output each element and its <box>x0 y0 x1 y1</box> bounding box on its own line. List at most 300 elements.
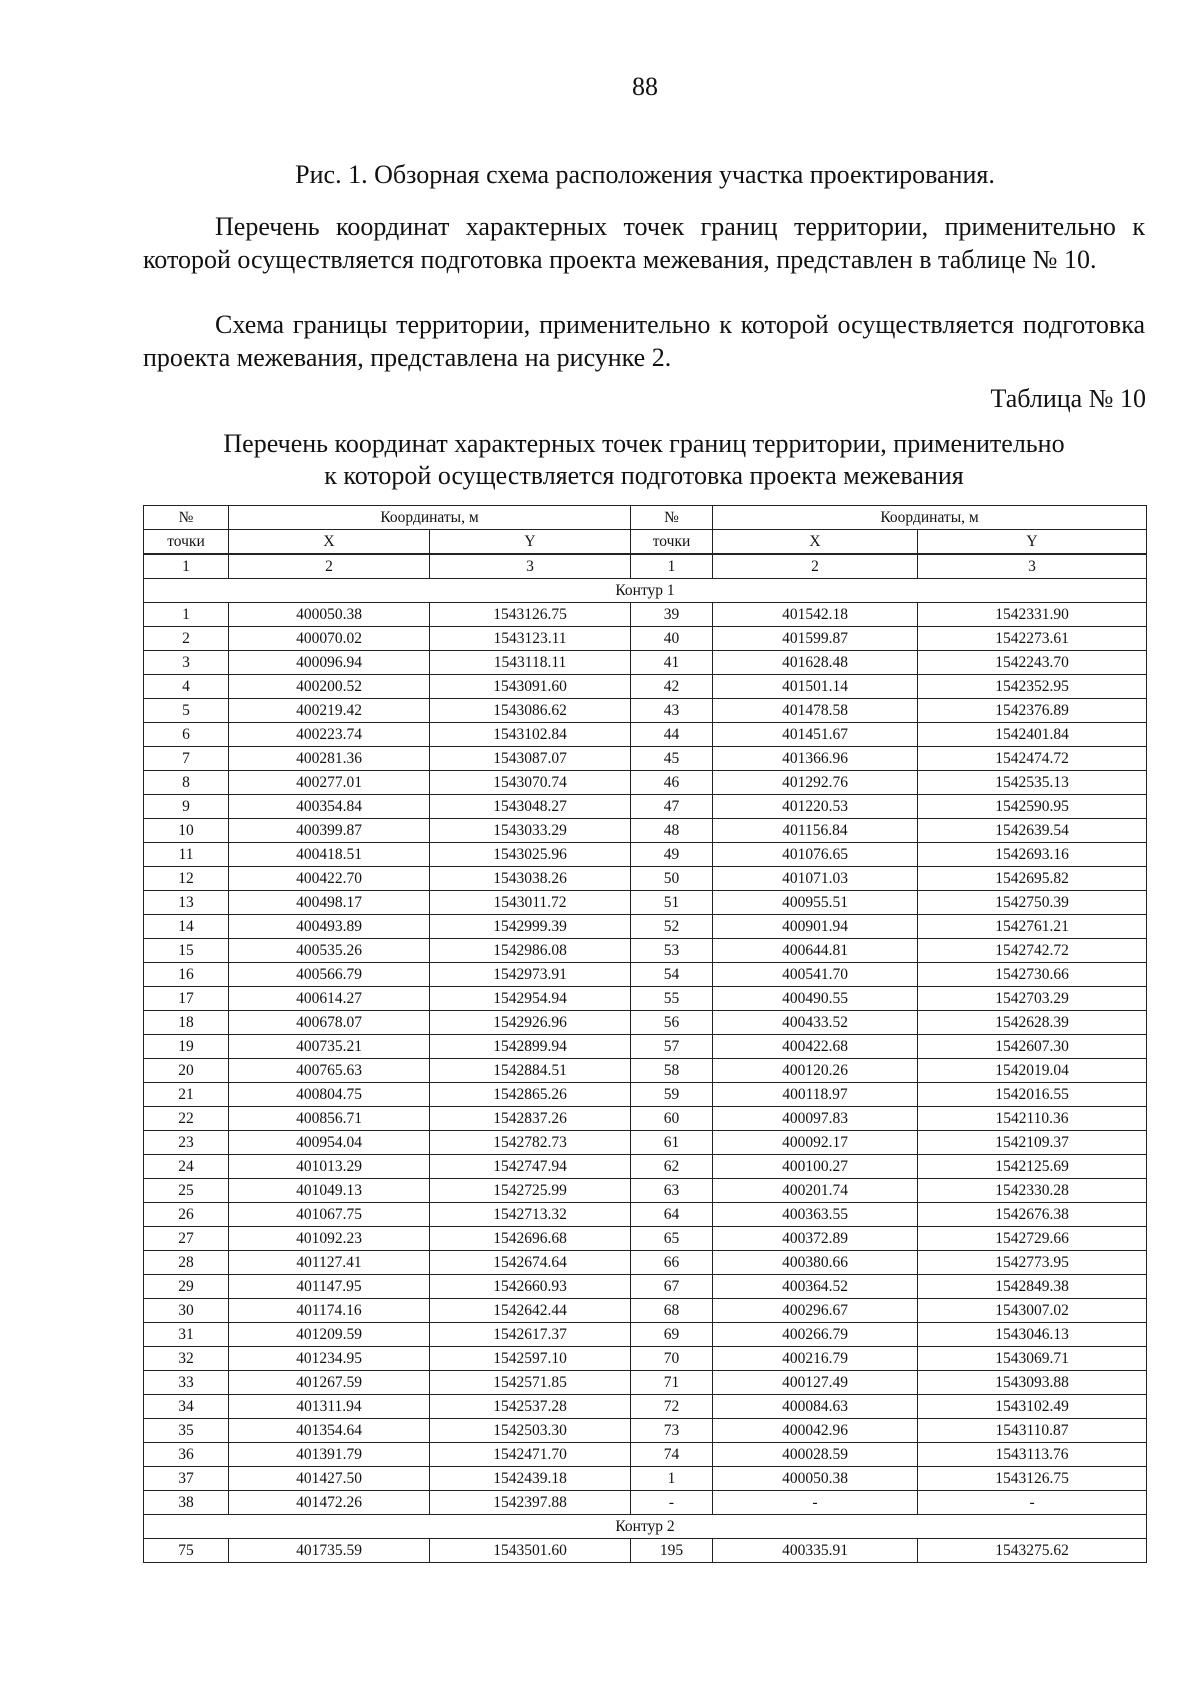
point-number: 14 <box>144 915 229 939</box>
y-coordinate: 1543102.84 <box>430 723 631 747</box>
point-number: 49 <box>631 843 713 867</box>
point-number: 72 <box>631 1395 713 1419</box>
point-number: 32 <box>144 1347 229 1371</box>
header-coordinates: Координаты, м <box>713 506 1147 530</box>
point-number: 5 <box>144 699 229 723</box>
table-row <box>144 867 1147 891</box>
header-y: Y <box>918 530 1147 555</box>
y-coordinate: 1543070.74 <box>430 771 631 795</box>
y-coordinate: 1542125.69 <box>918 1155 1147 1179</box>
x-coordinate: 400266.79 <box>713 1323 918 1347</box>
coordinates-table <box>143 505 1147 1563</box>
paragraph-table-reference: Перечень координат характерных точек границ территории, применительно к которой осуществляется подготовка проекта межевания, представлен в таблице № 10. <box>143 212 1145 274</box>
y-coordinate: 1542607.30 <box>918 1035 1147 1059</box>
table-row <box>144 723 1147 747</box>
x-coordinate: - <box>713 1491 918 1515</box>
paragraph-figure-reference: Схема границы территории, применительно к которой осуществляется подготовка проекта межевания, представлена на рисунке 2. <box>143 310 1145 372</box>
y-coordinate: 1542642.44 <box>430 1299 631 1323</box>
point-number: 73 <box>631 1419 713 1443</box>
point-number: 12 <box>144 867 229 891</box>
point-number: 60 <box>631 1107 713 1131</box>
y-coordinate: 1542243.70 <box>918 651 1147 675</box>
y-coordinate: 1542628.39 <box>918 1011 1147 1035</box>
x-coordinate: 400418.51 <box>229 843 430 867</box>
y-coordinate: 1542376.89 <box>918 699 1147 723</box>
column-number: 3 <box>430 554 631 579</box>
x-coordinate: 401076.65 <box>713 843 918 867</box>
y-coordinate: 1542899.94 <box>430 1035 631 1059</box>
x-coordinate: 400644.81 <box>713 939 918 963</box>
table-row <box>144 1011 1147 1035</box>
table-row <box>144 1131 1147 1155</box>
x-coordinate: 400335.91 <box>713 1539 918 1563</box>
point-number: 7 <box>144 747 229 771</box>
x-coordinate: 401391.79 <box>229 1443 430 1467</box>
x-coordinate: 401067.75 <box>229 1203 430 1227</box>
point-number: 37 <box>144 1467 229 1491</box>
x-coordinate: 400490.55 <box>713 987 918 1011</box>
point-number: 45 <box>631 747 713 771</box>
y-coordinate: 1542713.32 <box>430 1203 631 1227</box>
point-number: 58 <box>631 1059 713 1083</box>
x-coordinate: 400281.36 <box>229 747 430 771</box>
point-number: 51 <box>631 891 713 915</box>
x-coordinate: 400535.26 <box>229 939 430 963</box>
x-coordinate: 400100.27 <box>713 1155 918 1179</box>
x-coordinate: 401174.16 <box>229 1299 430 1323</box>
table-row <box>144 1491 1147 1515</box>
y-coordinate: 1542696.68 <box>430 1227 631 1251</box>
point-number: 48 <box>631 819 713 843</box>
column-number: 2 <box>713 554 918 579</box>
x-coordinate: 401049.13 <box>229 1179 430 1203</box>
point-number: 6 <box>144 723 229 747</box>
x-coordinate: 400380.66 <box>713 1251 918 1275</box>
x-coordinate: 400200.52 <box>229 675 430 699</box>
y-coordinate: 1543123.11 <box>430 627 631 651</box>
y-coordinate: 1542617.37 <box>430 1323 631 1347</box>
point-number: 36 <box>144 1443 229 1467</box>
x-coordinate: 401220.53 <box>713 795 918 819</box>
x-coordinate: 400422.68 <box>713 1035 918 1059</box>
point-number: 23 <box>144 1131 229 1155</box>
y-coordinate: 1543501.60 <box>430 1539 631 1563</box>
y-coordinate: 1543011.72 <box>430 891 631 915</box>
x-coordinate: 401628.48 <box>713 651 918 675</box>
x-coordinate: 400127.49 <box>713 1371 918 1395</box>
point-number: 52 <box>631 915 713 939</box>
table-row <box>144 1251 1147 1275</box>
point-number: 1 <box>144 603 229 627</box>
point-number: 59 <box>631 1083 713 1107</box>
x-coordinate: 400223.74 <box>229 723 430 747</box>
point-number: 46 <box>631 771 713 795</box>
x-coordinate: 400955.51 <box>713 891 918 915</box>
point-number: 30 <box>144 1299 229 1323</box>
table-row <box>144 1083 1147 1107</box>
point-number: 69 <box>631 1323 713 1347</box>
point-number: 18 <box>144 1011 229 1035</box>
x-coordinate: 401599.87 <box>713 627 918 651</box>
point-number: 42 <box>631 675 713 699</box>
point-number: 9 <box>144 795 229 819</box>
table-row <box>144 603 1147 627</box>
point-number: 27 <box>144 1227 229 1251</box>
contour-row <box>144 1515 1147 1539</box>
x-coordinate: 400498.17 <box>229 891 430 915</box>
y-coordinate: - <box>918 1491 1147 1515</box>
contour-title: Контур 2 <box>144 1515 1147 1539</box>
table-row <box>144 1035 1147 1059</box>
x-coordinate: 400364.52 <box>713 1275 918 1299</box>
y-coordinate: 1542439.18 <box>430 1467 631 1491</box>
table-row <box>144 699 1147 723</box>
table-title-line: Перечень координат характерных точек границ территории, применительно <box>223 429 1065 458</box>
table-title <box>143 428 1145 492</box>
table-row <box>144 843 1147 867</box>
x-coordinate: 400804.75 <box>229 1083 430 1107</box>
x-coordinate: 401427.50 <box>229 1467 430 1491</box>
table-row <box>144 1299 1147 1323</box>
page-number: 88 <box>632 72 658 101</box>
y-coordinate: 1542639.54 <box>918 819 1147 843</box>
table-row <box>144 627 1147 651</box>
table-row <box>144 675 1147 699</box>
y-coordinate: 1542401.84 <box>918 723 1147 747</box>
x-coordinate: 400028.59 <box>713 1443 918 1467</box>
y-coordinate: 1543025.96 <box>430 843 631 867</box>
x-coordinate: 400070.02 <box>229 627 430 651</box>
y-coordinate: 1542109.37 <box>918 1131 1147 1155</box>
y-coordinate: 1543069.71 <box>918 1347 1147 1371</box>
y-coordinate: 1542729.66 <box>918 1227 1147 1251</box>
y-coordinate: 1542019.04 <box>918 1059 1147 1083</box>
x-coordinate: 401542.18 <box>713 603 918 627</box>
x-coordinate: 400042.96 <box>713 1419 918 1443</box>
x-coordinate: 400541.70 <box>713 963 918 987</box>
x-coordinate: 400354.84 <box>229 795 430 819</box>
point-number: 29 <box>144 1275 229 1299</box>
y-coordinate: 1542849.38 <box>918 1275 1147 1299</box>
point-number: 54 <box>631 963 713 987</box>
x-coordinate: 400096.94 <box>229 651 430 675</box>
point-number: 40 <box>631 627 713 651</box>
x-coordinate: 401156.84 <box>713 819 918 843</box>
table-row <box>144 1539 1147 1563</box>
table-row <box>144 1443 1147 1467</box>
x-coordinate: 400678.07 <box>229 1011 430 1035</box>
y-coordinate: 1543086.62 <box>430 699 631 723</box>
y-coordinate: 1543275.62 <box>918 1539 1147 1563</box>
x-coordinate: 400277.01 <box>229 771 430 795</box>
y-coordinate: 1542747.94 <box>430 1155 631 1179</box>
x-coordinate: 400097.83 <box>713 1107 918 1131</box>
point-number: 3 <box>144 651 229 675</box>
y-coordinate: 1543113.76 <box>918 1443 1147 1467</box>
x-coordinate: 401071.03 <box>713 867 918 891</box>
y-coordinate: 1542926.96 <box>430 1011 631 1035</box>
point-number: 13 <box>144 891 229 915</box>
point-number: 195 <box>631 1539 713 1563</box>
point-number: 50 <box>631 867 713 891</box>
table-row <box>144 1347 1147 1371</box>
y-coordinate: 1542273.61 <box>918 627 1147 651</box>
point-number: 2 <box>144 627 229 651</box>
y-coordinate: 1542999.39 <box>430 915 631 939</box>
point-number: 53 <box>631 939 713 963</box>
x-coordinate: 401735.59 <box>229 1539 430 1563</box>
y-coordinate: 1542397.88 <box>430 1491 631 1515</box>
y-coordinate: 1542597.10 <box>430 1347 631 1371</box>
table-row <box>144 1323 1147 1347</box>
column-number: 3 <box>918 554 1147 579</box>
y-coordinate: 1542016.55 <box>918 1083 1147 1107</box>
table-body <box>144 579 1147 1563</box>
point-number: 56 <box>631 1011 713 1035</box>
table-row <box>144 1059 1147 1083</box>
x-coordinate: 401366.96 <box>713 747 918 771</box>
y-coordinate: 1542471.70 <box>430 1443 631 1467</box>
x-coordinate: 400050.38 <box>713 1467 918 1491</box>
y-coordinate: 1542474.72 <box>918 747 1147 771</box>
y-coordinate: 1542837.26 <box>430 1107 631 1131</box>
table-row <box>144 795 1147 819</box>
x-coordinate: 401234.95 <box>229 1347 430 1371</box>
table-row <box>144 915 1147 939</box>
y-coordinate: 1542703.29 <box>918 987 1147 1011</box>
x-coordinate: 400372.89 <box>713 1227 918 1251</box>
x-coordinate: 400735.21 <box>229 1035 430 1059</box>
point-number: 47 <box>631 795 713 819</box>
table-row <box>144 1467 1147 1491</box>
table-row <box>144 1275 1147 1299</box>
header-y: Y <box>430 530 631 555</box>
point-number: 62 <box>631 1155 713 1179</box>
point-number: 16 <box>144 963 229 987</box>
point-number: 24 <box>144 1155 229 1179</box>
point-number: 61 <box>631 1131 713 1155</box>
point-number: 26 <box>144 1203 229 1227</box>
table-row <box>144 1227 1147 1251</box>
y-coordinate: 1543110.87 <box>918 1419 1147 1443</box>
table-row <box>144 771 1147 795</box>
point-number: 35 <box>144 1419 229 1443</box>
x-coordinate: 401311.94 <box>229 1395 430 1419</box>
x-coordinate: 401147.95 <box>229 1275 430 1299</box>
point-number: 70 <box>631 1347 713 1371</box>
y-coordinate: 1542590.95 <box>918 795 1147 819</box>
y-coordinate: 1542986.08 <box>430 939 631 963</box>
y-coordinate: 1542954.94 <box>430 987 631 1011</box>
column-number-row <box>144 554 1147 579</box>
point-number: 43 <box>631 699 713 723</box>
point-number: 25 <box>144 1179 229 1203</box>
x-coordinate: 400296.67 <box>713 1299 918 1323</box>
column-number: 2 <box>229 554 430 579</box>
x-coordinate: 400050.38 <box>229 603 430 627</box>
point-number: 17 <box>144 987 229 1011</box>
y-coordinate: 1542742.72 <box>918 939 1147 963</box>
x-coordinate: 400954.04 <box>229 1131 430 1155</box>
y-coordinate: 1542782.73 <box>430 1131 631 1155</box>
table-row <box>144 1395 1147 1419</box>
y-coordinate: 1542750.39 <box>918 891 1147 915</box>
x-coordinate: 401013.29 <box>229 1155 430 1179</box>
y-coordinate: 1542884.51 <box>430 1059 631 1083</box>
x-coordinate: 401127.41 <box>229 1251 430 1275</box>
table-row <box>144 963 1147 987</box>
point-number: 20 <box>144 1059 229 1083</box>
x-coordinate: 400399.87 <box>229 819 430 843</box>
table-row <box>144 1179 1147 1203</box>
y-coordinate: 1542571.85 <box>430 1371 631 1395</box>
header-x: X <box>229 530 430 555</box>
x-coordinate: 400092.17 <box>713 1131 918 1155</box>
point-number: 15 <box>144 939 229 963</box>
y-coordinate: 1543007.02 <box>918 1299 1147 1323</box>
point-number: 31 <box>144 1323 229 1347</box>
y-coordinate: 1542695.82 <box>918 867 1147 891</box>
figure-caption: Рис. 1. Обзорная схема расположения участка проектирования. <box>295 160 995 189</box>
y-coordinate: 1542865.26 <box>430 1083 631 1107</box>
table-label: Таблица № 10 <box>990 384 1146 413</box>
point-number: 21 <box>144 1083 229 1107</box>
x-coordinate: 400363.55 <box>713 1203 918 1227</box>
point-number: 65 <box>631 1227 713 1251</box>
point-number: 1 <box>631 1467 713 1491</box>
y-coordinate: 1542537.28 <box>430 1395 631 1419</box>
table-row <box>144 651 1147 675</box>
point-number: 19 <box>144 1035 229 1059</box>
point-number: 75 <box>144 1539 229 1563</box>
y-coordinate: 1542676.38 <box>918 1203 1147 1227</box>
y-coordinate: 1543048.27 <box>430 795 631 819</box>
y-coordinate: 1542503.30 <box>430 1419 631 1443</box>
y-coordinate: 1542674.64 <box>430 1251 631 1275</box>
point-number: 11 <box>144 843 229 867</box>
x-coordinate: 401292.76 <box>713 771 918 795</box>
table-title-line: к которой осуществляется подготовка проекта межевания <box>324 461 964 490</box>
table-row <box>144 1419 1147 1443</box>
x-coordinate: 400493.89 <box>229 915 430 939</box>
y-coordinate: 1542773.95 <box>918 1251 1147 1275</box>
header-coordinates: Координаты, м <box>229 506 631 530</box>
point-number: 64 <box>631 1203 713 1227</box>
x-coordinate: 400614.27 <box>229 987 430 1011</box>
header-x: X <box>713 530 918 555</box>
table-row <box>144 819 1147 843</box>
y-coordinate: 1543091.60 <box>430 675 631 699</box>
table-row <box>144 1203 1147 1227</box>
x-coordinate: 401354.64 <box>229 1419 430 1443</box>
column-number: 1 <box>631 554 713 579</box>
header-row <box>144 530 1147 555</box>
point-number: 34 <box>144 1395 229 1419</box>
y-coordinate: 1542331.90 <box>918 603 1147 627</box>
point-number: 28 <box>144 1251 229 1275</box>
x-coordinate: 400765.63 <box>229 1059 430 1083</box>
point-number: 71 <box>631 1371 713 1395</box>
point-number: 57 <box>631 1035 713 1059</box>
y-coordinate: 1542725.99 <box>430 1179 631 1203</box>
x-coordinate: 401501.14 <box>713 675 918 699</box>
point-number: 55 <box>631 987 713 1011</box>
x-coordinate: 400219.42 <box>229 699 430 723</box>
y-coordinate: 1542693.16 <box>918 843 1147 867</box>
y-coordinate: 1543093.88 <box>918 1371 1147 1395</box>
x-coordinate: 400566.79 <box>229 963 430 987</box>
x-coordinate: 401451.67 <box>713 723 918 747</box>
x-coordinate: 401209.59 <box>229 1323 430 1347</box>
header-point-number: № <box>631 506 713 530</box>
table-row <box>144 987 1147 1011</box>
y-coordinate: 1543102.49 <box>918 1395 1147 1419</box>
y-coordinate: 1543046.13 <box>918 1323 1147 1347</box>
point-number: 68 <box>631 1299 713 1323</box>
header-row <box>144 506 1147 530</box>
x-coordinate: 401478.58 <box>713 699 918 723</box>
y-coordinate: 1543126.75 <box>430 603 631 627</box>
x-coordinate: 400084.63 <box>713 1395 918 1419</box>
contour-row <box>144 579 1147 603</box>
point-number: 4 <box>144 675 229 699</box>
y-coordinate: 1543087.07 <box>430 747 631 771</box>
y-coordinate: 1542110.36 <box>918 1107 1147 1131</box>
point-number: 63 <box>631 1179 713 1203</box>
x-coordinate: 401472.26 <box>229 1491 430 1515</box>
x-coordinate: 400216.79 <box>713 1347 918 1371</box>
point-number: 22 <box>144 1107 229 1131</box>
point-number: 8 <box>144 771 229 795</box>
point-number: 10 <box>144 819 229 843</box>
x-coordinate: 400901.94 <box>713 915 918 939</box>
x-coordinate: 400856.71 <box>229 1107 430 1131</box>
y-coordinate: 1542535.13 <box>918 771 1147 795</box>
contour-title: Контур 1 <box>144 579 1147 603</box>
header-point-number: № <box>144 506 229 530</box>
y-coordinate: 1542761.21 <box>918 915 1147 939</box>
header-point-label: точки <box>144 530 229 555</box>
y-coordinate: 1542352.95 <box>918 675 1147 699</box>
x-coordinate: 400433.52 <box>713 1011 918 1035</box>
point-number: 33 <box>144 1371 229 1395</box>
x-coordinate: 400120.26 <box>713 1059 918 1083</box>
point-number: 39 <box>631 603 713 627</box>
y-coordinate: 1543033.29 <box>430 819 631 843</box>
point-number: 74 <box>631 1443 713 1467</box>
y-coordinate: 1543118.11 <box>430 651 631 675</box>
table-row <box>144 939 1147 963</box>
table-row <box>144 1155 1147 1179</box>
table-row <box>144 1371 1147 1395</box>
y-coordinate: 1543126.75 <box>918 1467 1147 1491</box>
point-number: 66 <box>631 1251 713 1275</box>
x-coordinate: 400118.97 <box>713 1083 918 1107</box>
table-row <box>144 891 1147 915</box>
column-number: 1 <box>144 554 229 579</box>
table-row <box>144 1107 1147 1131</box>
point-number: 41 <box>631 651 713 675</box>
y-coordinate: 1542330.28 <box>918 1179 1147 1203</box>
table-row <box>144 747 1147 771</box>
y-coordinate: 1542660.93 <box>430 1275 631 1299</box>
x-coordinate: 401092.23 <box>229 1227 430 1251</box>
x-coordinate: 401267.59 <box>229 1371 430 1395</box>
x-coordinate: 400201.74 <box>713 1179 918 1203</box>
point-number: - <box>631 1491 713 1515</box>
point-number: 67 <box>631 1275 713 1299</box>
point-number: 38 <box>144 1491 229 1515</box>
